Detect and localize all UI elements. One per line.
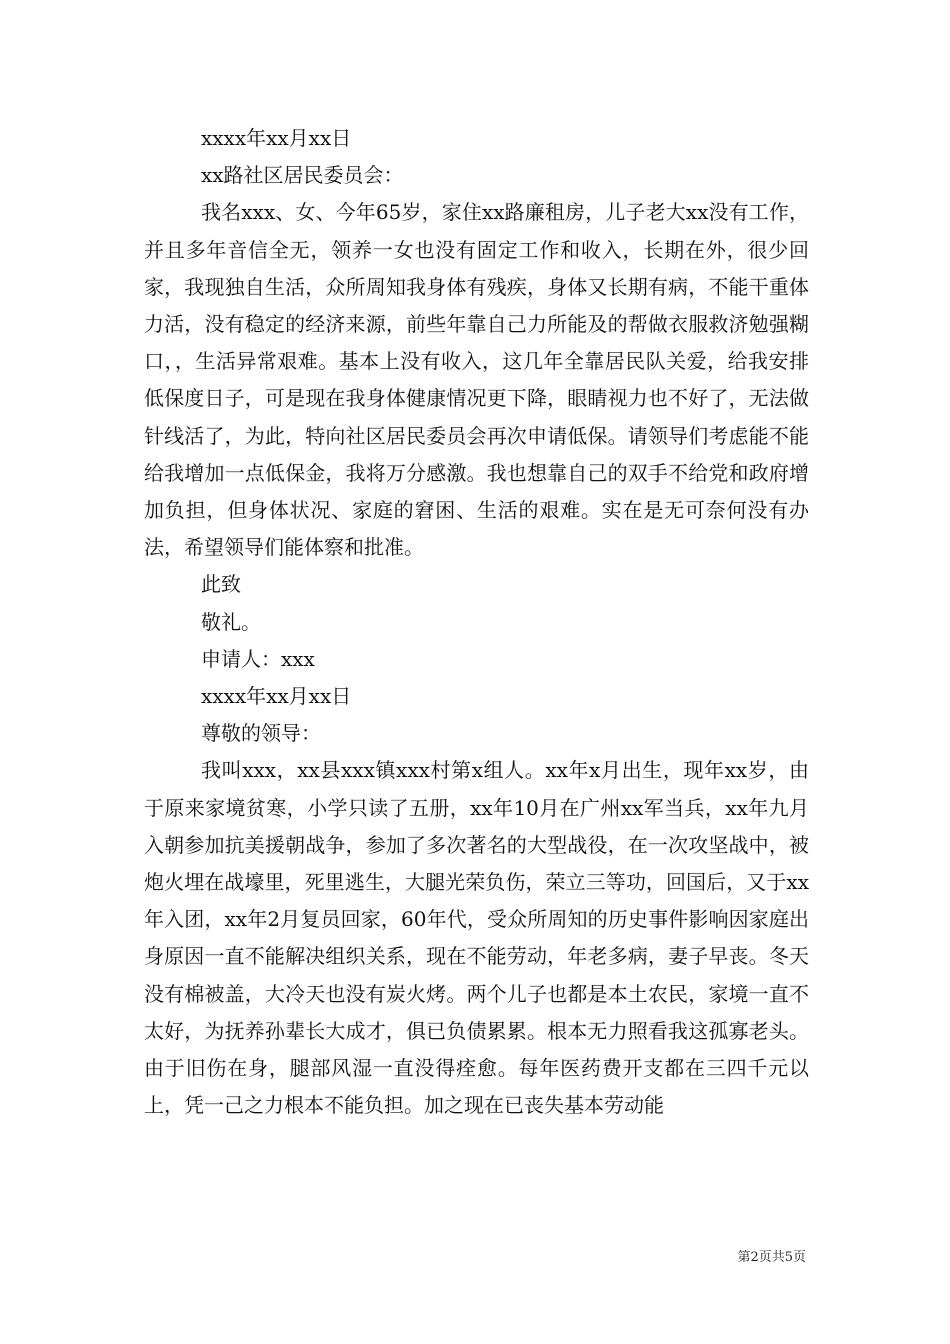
date-line: xxxx年xx月xx日 (201, 683, 352, 708)
closing-line: 敬礼。 (201, 609, 261, 634)
document-body (144, 120, 809, 1124)
date-line: xxxx年xx月xx日 (201, 126, 352, 150)
page-number: 第2页共5页 (737, 1250, 806, 1265)
body-paragraph: 我名xxx、女、今年65岁，家住xx路廉租房，儿子老大xx没有工作，并且多年音信全无，领养一女也没有固定工作和收入，长期在外，很少回家，我现独自生活，众所周知我身体有残疾，身体又长期有病，不能干重体力活，没有稳定的经济来源，前些年靠自己力所能及的帮做衣服救济勉强糊口，，生活异常艰难。基本上没有收入，这几年全靠居民队关爱，给我安排低保度日子，可是现在我身体健康情况更下降，眼睛视力也不好了，无法做针线活了，为此，特向社区居民委员会再次申请低保。请领导们考虑能不能给我增加一点低保金，我将万分感激。我也想靠自己的双手不给党和政府增加负担，但身体状况、家庭的窘困、生活的艰难。实在是无可奈何没有办法，希望领导们能体察和批准。 (144, 200, 809, 560)
body-paragraph: 我叫xxx，xx县xxx镇xxx村第x组人。xx年x月出生，现年xx岁，由于原来家境贫寒，小学只读了五册，xx年10月在广州xx军当兵，xx年九月入朝参加抗美援朝战争，参加了多次著名的大型战役，在一次攻坚战中，被炮火埋在战壕里，死里逃生，大腿光荣负伤，荣立三等功，回国后，又于xx年入团，xx年2月复员回家，60年代，受众所周知的历史事件影响因家庭出身原因一直不能解决组织关系，现在不能劳动，年老多病，妻子早丧。冬天没有棉被盖，大冷天也没有炭火烤。两个儿子也都是本土农民，家境一直不太好，为抚养孙辈长大成才，俱已负债累累。根本无力照看我这孤寡老头。由于旧伤在身，腿部风湿一直没得痊愈。每年医药费开支都在三四千元以上，凭一己之力根本不能负担。加之现在已丧失基本劳动能 (144, 758, 809, 1118)
closing-line: 此致 (201, 572, 241, 597)
salutation-line: xx路社区居民委员会： (201, 163, 404, 188)
salutation-line: 尊敬的领导： (201, 721, 321, 746)
applicant-line: 申请人：xxx (201, 646, 315, 671)
